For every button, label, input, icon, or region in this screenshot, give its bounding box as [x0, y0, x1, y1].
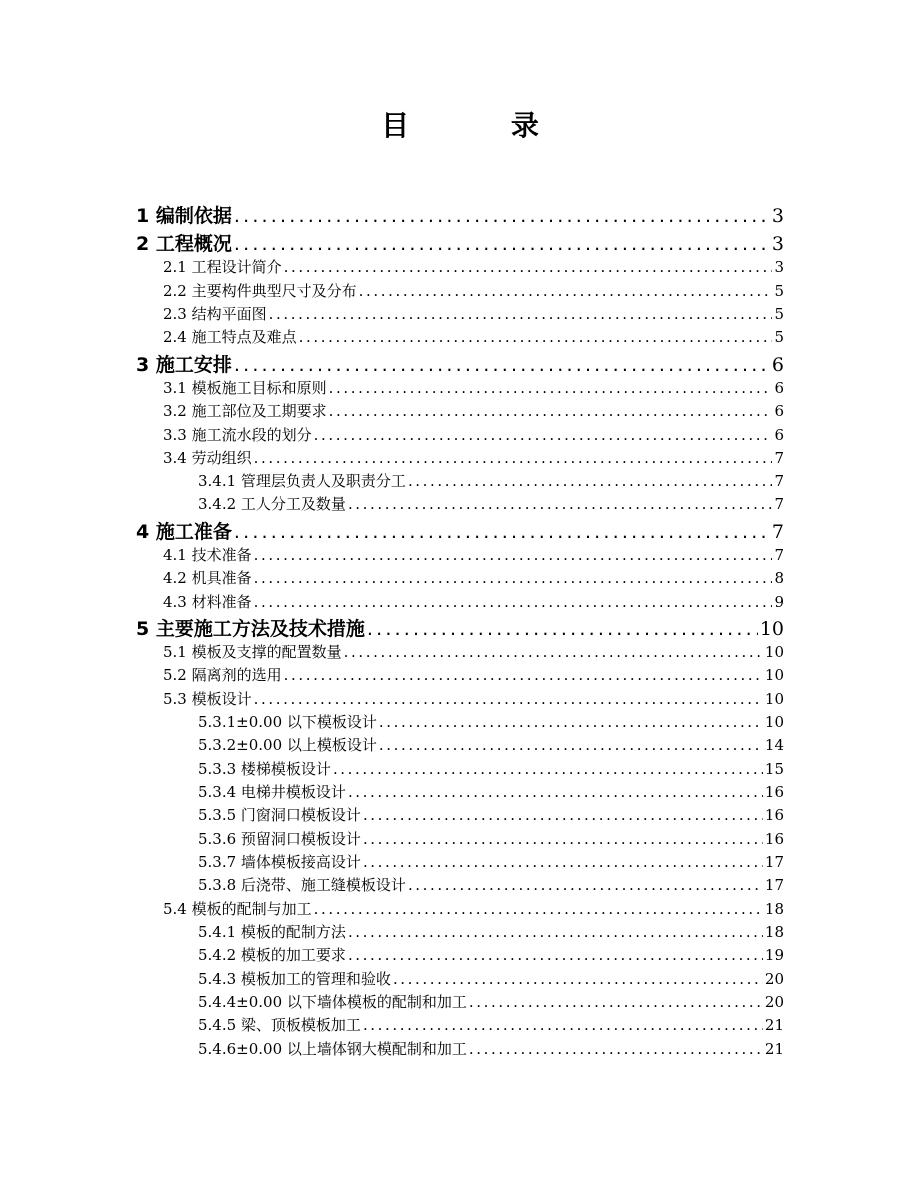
toc-leader-dots	[363, 806, 763, 824]
toc-page-number: 16	[764, 806, 784, 824]
toc-leader-dots	[314, 426, 773, 444]
toc-leader-dots	[329, 402, 773, 420]
toc-leader-dots	[348, 923, 763, 941]
toc-leader-dots	[363, 1016, 763, 1034]
toc-leader-dots	[408, 876, 763, 894]
toc-entry[interactable]	[163, 591, 784, 612]
toc-page-number: 5	[774, 282, 784, 300]
toc-entry-text: 4.2 机具准备	[163, 569, 252, 587]
toc-entry-text: 3.3 施工流水段的划分	[163, 426, 312, 444]
toc-leader-dots	[367, 618, 758, 640]
toc-entry-text: 5.4.1 模板的配制方法	[198, 923, 346, 941]
toc-entry-text: 3.4.2 工人分工及数量	[198, 495, 346, 513]
toc-page-number: 17	[764, 876, 784, 894]
toc-page-number: 17	[764, 853, 784, 871]
toc-page-number: 9	[774, 593, 784, 611]
toc-entry[interactable]	[163, 447, 784, 468]
toc-leader-dots	[469, 993, 763, 1011]
toc-entry[interactable]	[136, 229, 784, 256]
toc-entry[interactable]	[198, 1038, 784, 1059]
toc-leader-dots	[234, 521, 770, 543]
toc-entry-text: 1 编制依据	[136, 205, 232, 227]
toc-page-number: 20	[764, 993, 784, 1011]
toc-entry[interactable]	[163, 326, 784, 347]
toc-leader-dots	[408, 472, 773, 490]
toc-entry-text: 4 施工准备	[136, 521, 232, 543]
toc-leader-dots	[299, 328, 773, 346]
toc-page-number: 10	[764, 666, 784, 684]
toc-leader-dots	[363, 853, 763, 871]
toc-leader-dots	[329, 379, 773, 397]
toc-leader-dots	[254, 690, 763, 708]
toc-page-number: 15	[764, 760, 784, 778]
toc-entry-text: 5.4.2 模板的加工要求	[198, 946, 346, 964]
toc-entry[interactable]	[198, 711, 784, 732]
toc-page-number: 10	[764, 690, 784, 708]
toc-leader-dots	[348, 783, 763, 801]
toc-page-number: 6	[774, 426, 784, 444]
toc-page-number: 6	[771, 354, 784, 376]
toc-entry-text: 3 施工安排	[136, 354, 232, 376]
toc-page-number: 8	[774, 569, 784, 587]
toc-entry[interactable]	[163, 424, 784, 445]
toc-entry[interactable]	[163, 664, 784, 685]
toc-entry-text: 5.4 模板的配制与加工	[163, 900, 312, 918]
toc-leader-dots	[254, 546, 773, 564]
toc-leader-dots	[363, 830, 763, 848]
toc-entry[interactable]	[163, 280, 784, 301]
toc-page-number: 21	[764, 1016, 784, 1034]
toc-page-number: 10	[764, 643, 784, 661]
toc-entry-text: 5.4.5 梁、顶板模板加工	[198, 1016, 361, 1034]
toc-entry-text: 5.1 模板及支撑的配置数量	[163, 643, 342, 661]
toc-page-number: 3	[771, 205, 784, 227]
toc-entry-text: 2.1 工程设计简介	[163, 258, 282, 276]
toc-entry-text: 5.4.3 模板加工的管理和验收	[198, 970, 391, 988]
toc-page-number: 5	[774, 305, 784, 323]
toc-entry-text: 5.4.4±0.00 以下墙体模板的配制和加工	[198, 993, 467, 1011]
toc-entry-text: 5.3.6 预留洞口模板设计	[198, 830, 361, 848]
toc-leader-dots	[379, 713, 763, 731]
toc-leader-dots	[348, 946, 763, 964]
toc-entry[interactable]	[198, 874, 784, 895]
toc-entry[interactable]	[198, 944, 784, 965]
toc-entry[interactable]	[198, 921, 784, 942]
toc-entry[interactable]	[163, 688, 784, 709]
toc-entry[interactable]	[163, 544, 784, 565]
toc-entry[interactable]	[163, 256, 784, 277]
toc-page-number: 7	[774, 472, 784, 490]
toc-entry-text: 5 主要施工方法及技术措施	[136, 618, 365, 640]
toc-entry[interactable]	[163, 898, 784, 919]
toc-entry-text: 2 工程概况	[136, 233, 232, 255]
toc-entry-text: 5.3 模板设计	[163, 690, 252, 708]
toc-entry-text: 4.3 材料准备	[163, 593, 252, 611]
toc-entry[interactable]	[198, 470, 784, 491]
toc-page-number: 7	[774, 495, 784, 513]
toc-page-number: 3	[771, 233, 784, 255]
toc-page-number: 3	[774, 258, 784, 276]
toc-page-number: 7	[774, 546, 784, 564]
toc-page-number: 5	[774, 328, 784, 346]
page-title: 目 录	[381, 109, 585, 142]
toc-leader-dots	[269, 305, 773, 323]
toc-entry-text: 5.3.8 后浇带、施工缝模板设计	[198, 876, 406, 894]
toc-entry[interactable]	[198, 991, 784, 1012]
toc-entry[interactable]	[163, 400, 784, 421]
toc-entry[interactable]	[198, 851, 784, 872]
toc-entry[interactable]	[163, 377, 784, 398]
toc-page-number: 16	[764, 830, 784, 848]
toc-leader-dots	[393, 970, 763, 988]
toc-page-number: 7	[771, 521, 784, 543]
toc-entry-text: 3.4 劳动组织	[163, 449, 252, 467]
toc-entry[interactable]	[198, 968, 784, 989]
toc-entry[interactable]	[136, 201, 784, 228]
toc-leader-dots	[344, 643, 763, 661]
toc-entry-text: 5.3.7 墙体模板接高设计	[198, 853, 361, 871]
toc-entry[interactable]	[198, 804, 784, 825]
toc-entry[interactable]	[198, 734, 784, 755]
toc-page-number: 18	[764, 900, 784, 918]
toc-leader-dots	[234, 354, 770, 376]
toc-entry-text: 5.4.6±0.00 以上墙体钢大模配制和加工	[198, 1040, 467, 1058]
toc-entry-text: 3.2 施工部位及工期要求	[163, 402, 327, 420]
toc-leader-dots	[469, 1040, 763, 1058]
toc-entry-text: 3.1 模板施工目标和原则	[163, 379, 327, 397]
toc-entry-text: 5.3.2±0.00 以上模板设计	[198, 736, 377, 754]
toc-leader-dots	[234, 233, 770, 255]
toc-entry[interactable]	[163, 567, 784, 588]
toc-page-number: 7	[774, 449, 784, 467]
toc-entry[interactable]	[198, 781, 784, 802]
toc-entry[interactable]	[198, 758, 784, 779]
toc-entry-text: 5.3.4 电梯井模板设计	[198, 783, 346, 801]
toc-entry-text: 2.4 施工特点及难点	[163, 328, 297, 346]
toc-entry-text: 4.1 技术准备	[163, 546, 252, 564]
toc-entry-text: 3.4.1 管理层负责人及职责分工	[198, 472, 406, 490]
toc-leader-dots	[254, 593, 773, 611]
toc-entry-text: 2.3 结构平面图	[163, 305, 267, 323]
toc-entry[interactable]	[198, 1014, 784, 1035]
toc-entry[interactable]	[198, 828, 784, 849]
toc-leader-dots	[333, 760, 763, 778]
toc-page-number: 18	[764, 923, 784, 941]
toc-leader-dots	[348, 495, 773, 513]
toc-page-number: 19	[764, 946, 784, 964]
toc-page-number: 10	[764, 713, 784, 731]
toc-entry[interactable]	[163, 303, 784, 324]
toc-leader-dots	[379, 736, 763, 754]
toc-entry[interactable]	[198, 493, 784, 514]
toc-leader-dots	[314, 900, 763, 918]
toc-page-number: 16	[764, 783, 784, 801]
toc-entry-text: 5.3.5 门窗洞口模板设计	[198, 806, 361, 824]
toc-entry-text: 5.3.3 楼梯模板设计	[198, 760, 331, 778]
toc-page-number: 6	[774, 402, 784, 420]
toc-entry-text: 5.3.1±0.00 以下模板设计	[198, 713, 377, 731]
toc-leader-dots	[234, 205, 770, 227]
toc-leader-dots	[254, 449, 773, 467]
toc-leader-dots	[254, 569, 773, 587]
toc-entry[interactable]	[163, 641, 784, 662]
toc-leader-dots	[284, 258, 773, 276]
toc-page-number: 20	[764, 970, 784, 988]
toc-page-number: 10	[759, 618, 784, 640]
toc-leader-dots	[284, 666, 763, 684]
toc-entry[interactable]	[136, 517, 784, 544]
toc-page-number: 6	[774, 379, 784, 397]
toc-entry-text: 2.2 主要构件典型尺寸及分布	[163, 282, 357, 300]
toc-entry[interactable]	[136, 350, 784, 377]
toc-leader-dots	[359, 282, 773, 300]
toc-entry[interactable]	[136, 614, 784, 641]
toc-page-number: 14	[764, 736, 784, 754]
toc-entry-text: 5.2 隔离剂的选用	[163, 666, 282, 684]
toc-page-number: 21	[764, 1040, 784, 1058]
